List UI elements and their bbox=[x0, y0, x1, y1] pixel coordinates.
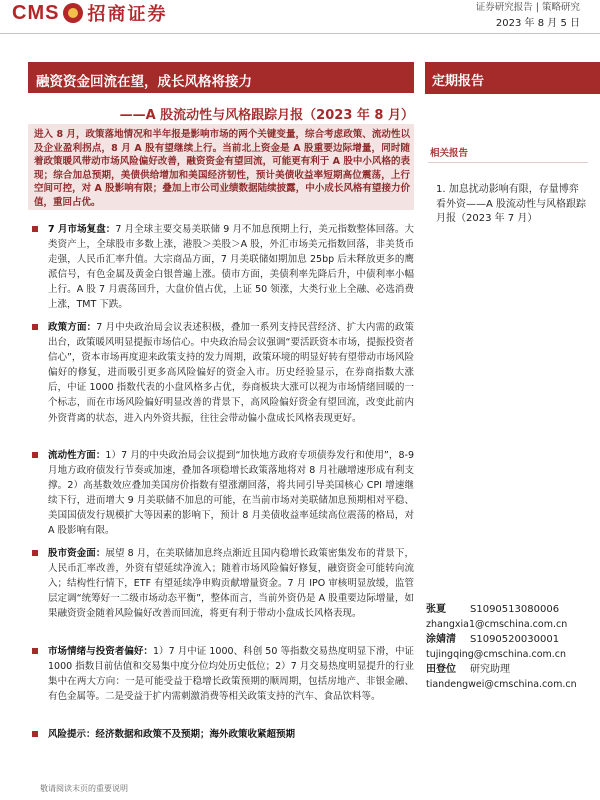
report-type: 证券研究报告 | 策略研究 bbox=[475, 2, 580, 13]
bullet-square-icon bbox=[32, 550, 38, 556]
bullet-text: 7 月中央政治局会议表述积极，叠加一系列支持民营经济、扩大内需的政策出台，政策暖风明显提振市场信心。中央政治局会议强调“要活跃资本市场，提振投资者信心”，资本市场再度迎来政策支持的发力周期，政策环境的明显好转有望带动市场风险偏好的修复，进而吸引更多高风险偏好的资金入市。历史经验显示，在券商指数大涨后，中证 1000 指数代表的小盘风格多占优，券商板块大涨可以视为市场情绪回暖的一个标志，而在市场风险偏好明显改善的背景下，高风险偏好资金有望回流，改变此前内外资背离的状态，进入内外资共振，往往会带动偏小盘成长风格表现更好。 bbox=[48, 322, 414, 424]
bullet-square-icon bbox=[32, 648, 38, 654]
bullet-risk bbox=[28, 727, 414, 742]
related-reports-heading: 相关报告 bbox=[430, 148, 469, 159]
footer-disclaimer: 敬请阅读末页的重要说明 bbox=[40, 784, 128, 793]
bullet-lead: 政策方面： bbox=[48, 322, 97, 333]
abstract-text: 进入 8 月，政策落地情况和半年报是影响市场的两个关键变量，综合考虑政策、流动性以及企业盈利拐点，8 月 A 股有望继续上行。当前北上资金是 A 股重要边际增量，同时随着政策暖风带动市场风险偏好改善，融资资金有望回流，可能更有利于 A 股中小风格的表现；综合加总预期，美债供给增加和美国经济韧性，预计美债收益率短期高位震荡，上行空间可控，对 A 股影响有限；叠加上市公司业绩数据陆续披露，中小成长风格有望接力价值，重回占优。 bbox=[34, 129, 410, 208]
analyst-email[interactable]: zhangxia1@cmschina.com.cn bbox=[426, 619, 568, 630]
report-meta bbox=[476, 0, 580, 32]
analyst-email[interactable]: tiandengwei@cmschina.com.cn bbox=[426, 679, 577, 690]
bullet-lead: 7 月市场复盘： bbox=[48, 224, 116, 235]
analyst-name: 涂婧清 bbox=[426, 634, 456, 645]
bullet-text: 展望 8 月，在美联储加息终点渐近且国内稳增长政策密集发布的背景下，人民币汇率改善，外资有望延续净流入；随着市场风险偏好修复，融资资金可能转向流入；结构性行情下，ETF 有望延续净申购贡献增量资金。7 月 IPO 审核明显放缓，监管层定调“统筹好一二级市场动态平衡”，整体而言，当前外资仍是 A 股重要边际增量，如果融资资金随着风险偏好改善而回流，将更有利于带动小盘成长风格表现。 bbox=[48, 548, 414, 620]
bullet-lead: 风险提示： bbox=[48, 729, 96, 740]
related-divider bbox=[428, 162, 588, 163]
bullet-square-icon bbox=[32, 324, 38, 330]
bullet-policy bbox=[28, 320, 414, 426]
bullet-text: 1）7 月中证 1000、科创 50 等指数交易热度明显下滑，中证 1000 指数目前估值和交易集中度分位均处历史低位；2）7 月交易热度明显提升的行业集中在两大方向：一是可能受益于稳增长政策预期的顺周期，包括房地产、非银金融、有色金属等。二是受益于扩内需刺激消费等相关政策支持的汽车、食品饮料等。 bbox=[48, 646, 414, 703]
report-title: 融资资金回流在望，成长风格将接力 bbox=[36, 74, 252, 90]
related-report-link[interactable]: 1. 加息扰动影响有限，存量博弈看外资——A 股流动性与风格跟踪月报（2023 年 7 月） bbox=[436, 184, 587, 224]
bullet-square-icon bbox=[32, 452, 38, 458]
analyst-block bbox=[426, 662, 577, 692]
analyst-block bbox=[426, 602, 567, 632]
bullet-capital bbox=[28, 546, 414, 621]
report-date: 2023 年 8 月 5 日 bbox=[495, 18, 580, 29]
bullet-lead: 股市资金面： bbox=[48, 548, 106, 559]
company-logo bbox=[12, 0, 167, 26]
bullet-lead: 市场情绪与投资者偏好： bbox=[48, 646, 153, 657]
bullet-text: 经济数据和政策不及预期；海外政策收紧超预期 bbox=[95, 729, 296, 740]
analyst-id: 研究助理 bbox=[470, 664, 510, 675]
bullet-square-icon bbox=[32, 731, 38, 737]
logo-emblem-icon bbox=[63, 3, 83, 23]
bullet-text: 1）7 月的中央政治局会议提到“加快地方政府专项债券发行和使用”，8-9 月地方政府债发行节奏或加速，叠加各项稳增长政策落地将对 8 月社融增速形成有利支撑。2）高基数效应叠加美国房价指数有望涨潮回落，将共同引导美国核心 CPI 增速继续下行，进而增大 9 月美联储不加息的可能，在当前市场对美联储加息预期相对平稳、美国国债发行规模扩大等因素的影响下，预计 8 月美债收益率延续高位震荡的格局，对 A 股影响有限。 bbox=[48, 450, 414, 537]
bullet-square-icon bbox=[32, 226, 38, 232]
analyst-name: 田登位 bbox=[426, 664, 456, 675]
bullet-market-review bbox=[28, 222, 414, 313]
analyst-id: S1090513080006 bbox=[470, 604, 560, 615]
header-divider bbox=[0, 33, 600, 34]
bullet-text: 7 月全球主要交易美联储 9 月不加息预期上行，美元指数整体回落。大类资产上，全球股市多数上涨，港股＞美股＞A 股，外汇市场美元指数回落，非美货币走强，人民币汇率升值。大宗商品方面，7 月美联储如期加息 25bp 后未释放更多的鹰派信号，有色金属及黄金白银普遍上涨。债市方面，美债利率先降后升，中债利率小幅上行。A 股 7 月震荡回升，大盘价值占优，上证 50 领涨，大类行业上全融、必选消费上涨，TMT 下跌。 bbox=[48, 224, 414, 311]
analyst-email[interactable]: tujingqing@cmschina.com.cn bbox=[426, 649, 567, 660]
bullet-sentiment bbox=[28, 644, 414, 704]
logo-cn: 招商证券 bbox=[87, 4, 168, 25]
analyst-name: 张夏 bbox=[426, 604, 446, 615]
logo-en: CMS bbox=[12, 1, 60, 24]
analyst-id: S1090520030001 bbox=[470, 634, 560, 645]
periodic-report-label: 定期报告 bbox=[432, 74, 485, 89]
bullet-liquidity bbox=[28, 448, 414, 539]
report-subtitle: ——A 股流动性与风格跟踪月报（2023 年 8 月） bbox=[119, 108, 414, 123]
analyst-block bbox=[426, 632, 566, 662]
bullet-lead: 流动性方面： bbox=[48, 450, 106, 461]
